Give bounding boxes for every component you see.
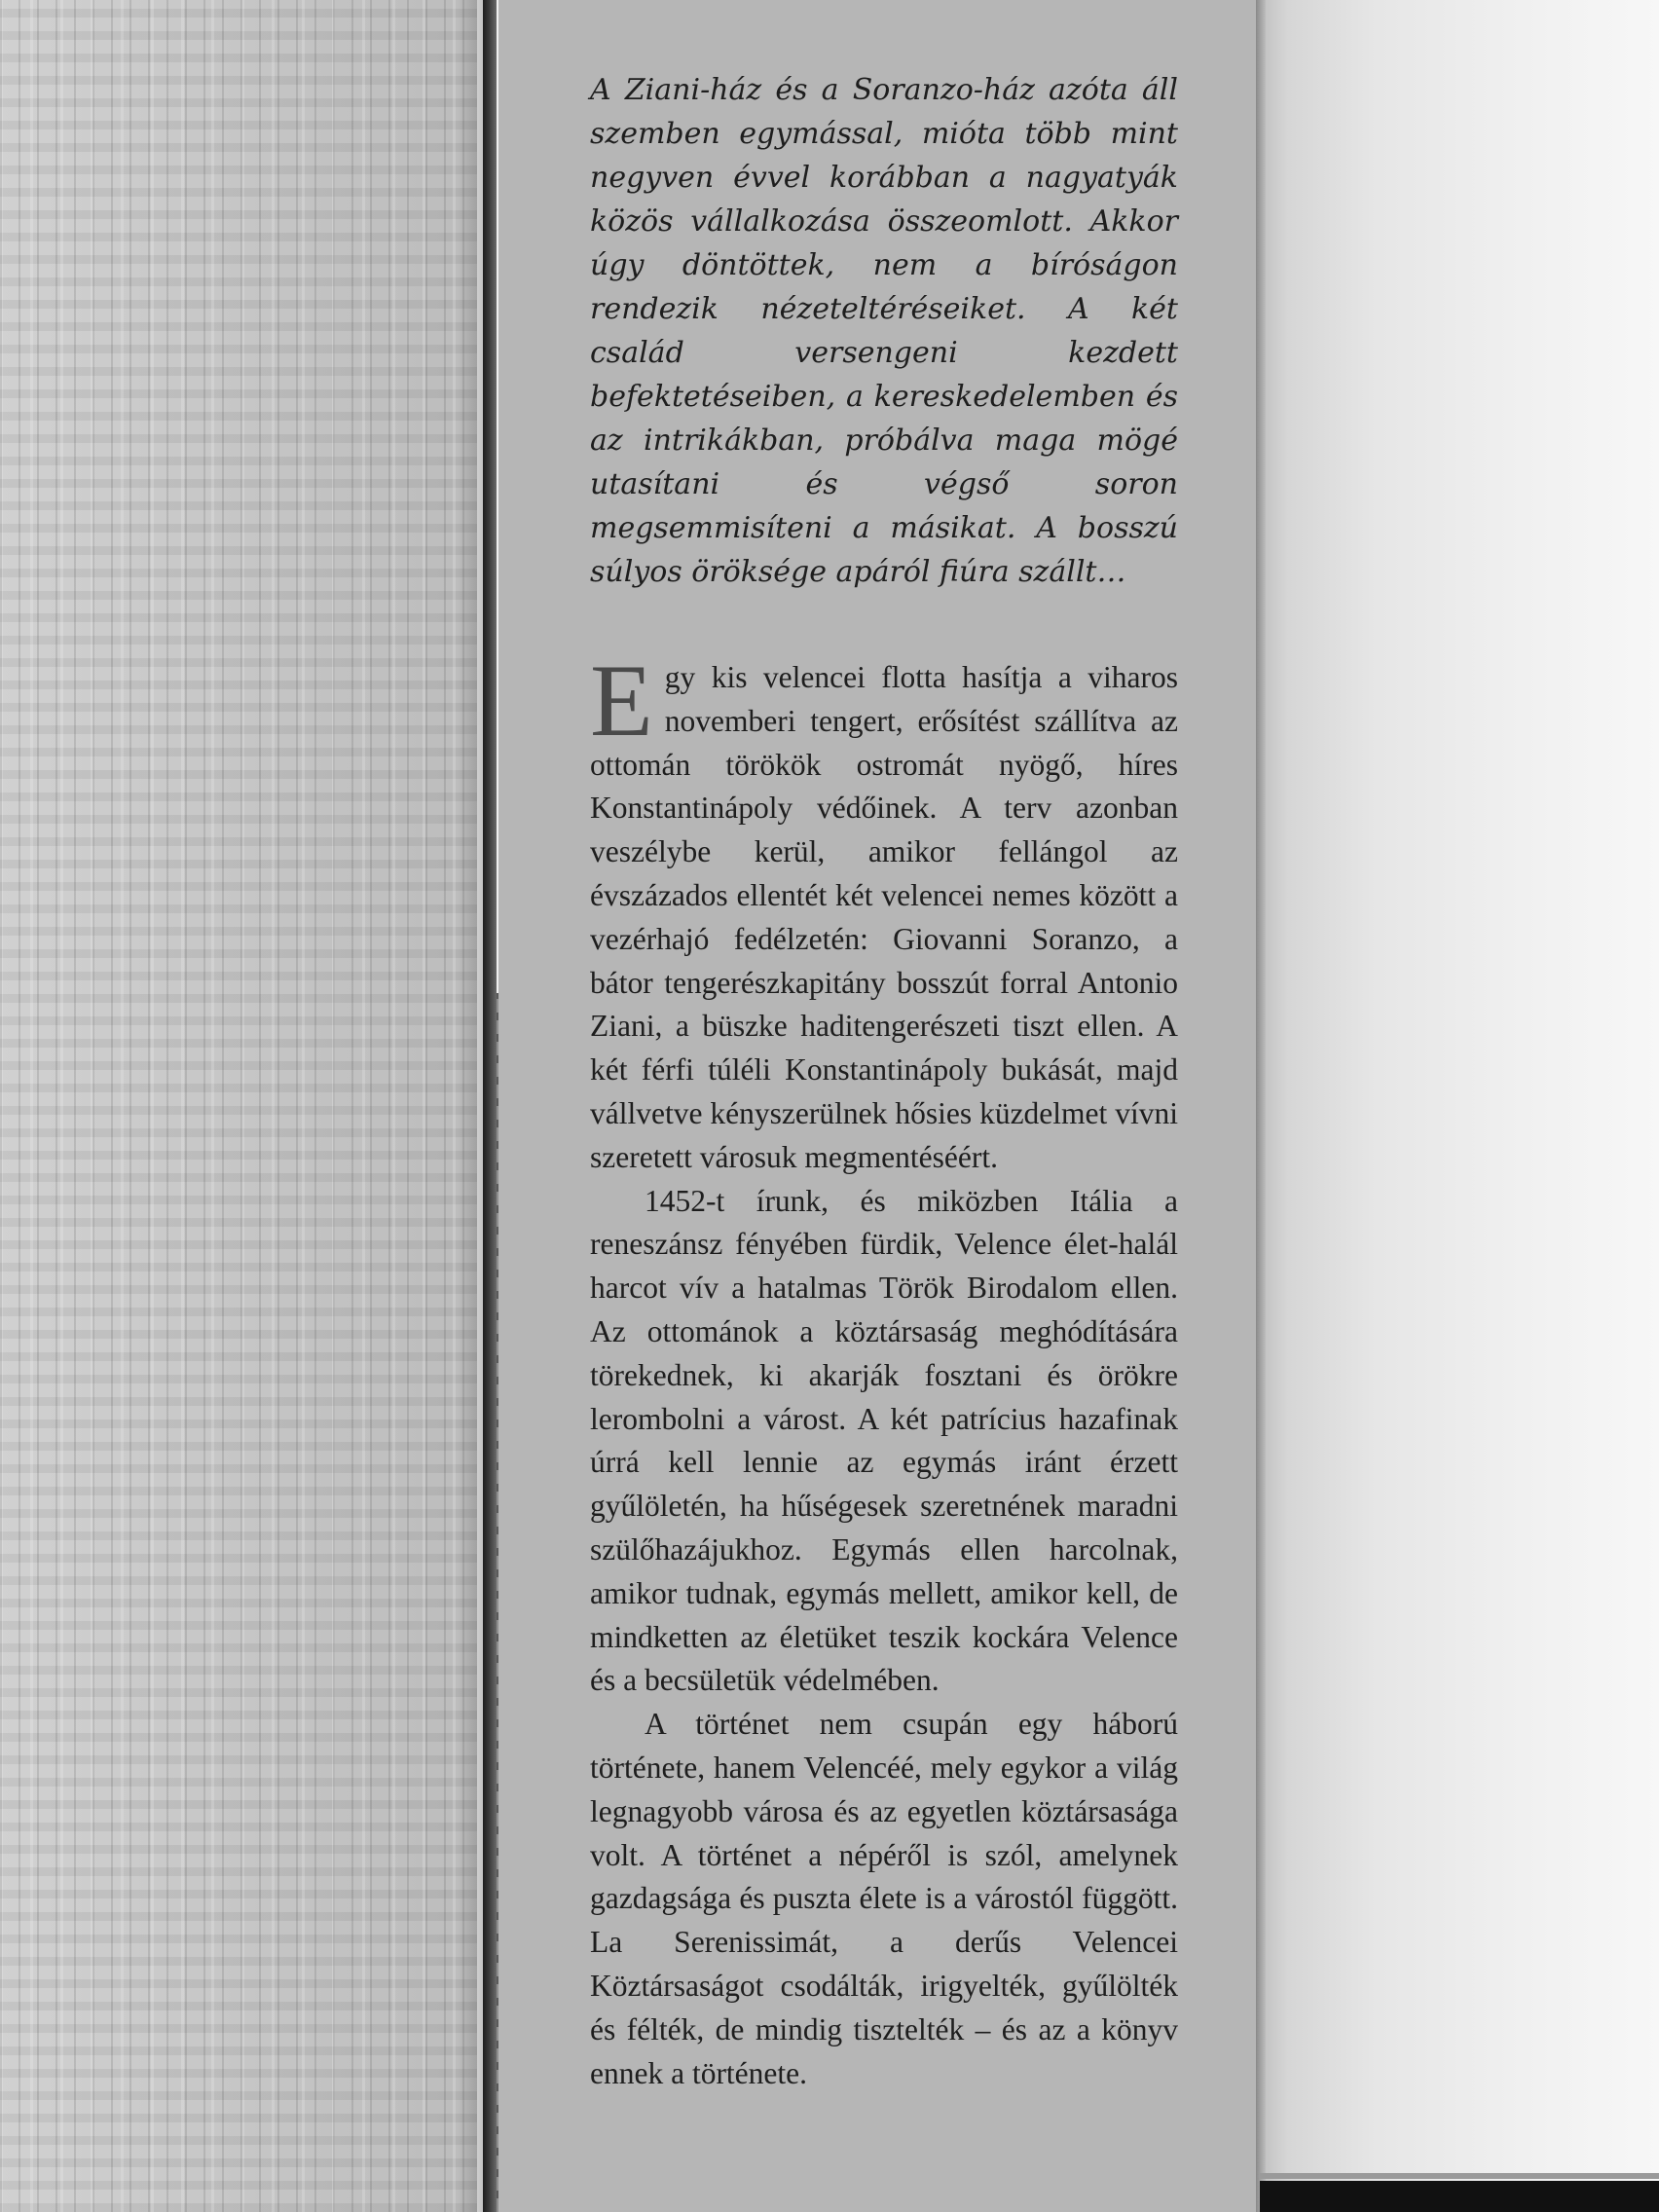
italic-blurb: A Ziani-ház és a Soranzo-ház azóta áll szemben egymással, mióta több mint negyven évvel korábban a nagyatyák közös vállalkozása összeomlott. Akkor úgy döntöttek, nem a bíróságon rendezik nézeteltéréseiket. A két család versengeni kezdett befektetéseiben, a kereskedelemben és az intrikákban, próbálva maga mögé utasítani és végső soron megsemmisíteni a másikat. A bosszú súlyos öröksége apáról fiúra szállt… [590, 73, 1178, 589]
drop-cap: E [590, 644, 653, 757]
left-wood-panel [0, 0, 477, 2212]
right-page-edge [1256, 0, 1266, 2212]
paragraph-1 [590, 644, 1178, 1180]
dust-jacket-flap [498, 0, 1256, 2212]
book-spine-edge [483, 0, 497, 2212]
bottom-edge-highlight [1260, 2173, 1659, 2179]
bottom-dark-edge [1260, 2181, 1659, 2212]
right-page-area [1256, 0, 1659, 2212]
paragraph-2: 1452-t írunk, és miközben Itália a reneszánsz fényében fürdik, Velence élet-halál harcot vív a hatalmas Török Birodalom ellen. Az ottománok a köztársaság meghódítására törekednek, ki akarják fosztani és örökre lerombolni a várost. A két patrícius hazafinak úrrá kell lennie az egymás iránt érzett gyűlöletén, ha hűségesek szeretnének maradni szülőhazájukhoz. Egymás ellen harcolnak, amikor tudnak, egymás mellett, amikor kell, de mindketten az életüket teszik kockára Velence és a becsületük védelmében. [590, 1183, 1178, 1698]
flap-text-block [590, 68, 1178, 2095]
paragraph-3: A történet nem csupán egy háború története, hanem Velencéé, mely egykor a világ legnagyobb városa és az egyetlen köztársasága volt. A történet a népéről is szól, amelynek gazdagsága és puszta élete is a várostól függött. La Serenissimát, a derűs Velencei Köztársaságot csodálták, irigyelték, gyűlölték és félték, de mindig tisztelték – és az a könyv ennek a története. [590, 1707, 1178, 2090]
paragraph-1-text: gy kis velencei flotta hasítja a viharos novemberi tengert, erősítést szállítva az ottomán törökök ostromát nyögő, híres Konstantinápoly védőinek. A terv azonban veszélybe kerül, amikor fellángol az évszázados ellentét két velencei nemes között a vezérhajó fedélzetén: Giovanni Soranzo, a bátor tengerészkapitány bosszút forral Antonio Ziani, a büszke haditengerészeti tiszt ellen. A két férfi túléli Konstantinápoly bukását, majd vállvetve kényszerülnek hősies küzdelmet vívni szeretett városuk megmentéséért. [590, 660, 1178, 1174]
